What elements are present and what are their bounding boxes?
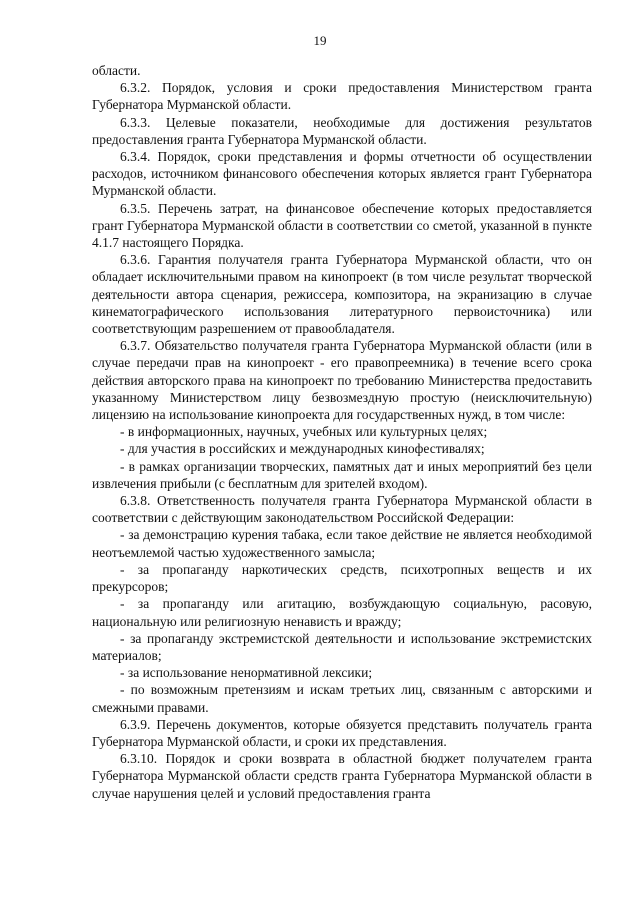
paragraph: 6.3.3. Целевые показатели, необходимые для достижения результатов предоставления гранта Губернатора Мурманской области. <box>92 114 592 147</box>
paragraph: 6.3.8. Ответственность получателя гранта Губернатора Мурманской области в соответствии с действующим законодательством Российской Федерации: <box>92 493 592 526</box>
paragraph: 6.3.4. Порядок, сроки представления и формы отчетности об осуществлении расходов, источником финансового обеспечения которых является грант Губернатора Мурманской области. <box>92 149 592 199</box>
paragraph: 6.3.9. Перечень документов, которые обязуется представить получатель гранта Губернатора Мурманской области, и сроки их представления. <box>92 716 592 749</box>
paragraph: - за использование ненормативной лексики; <box>120 665 373 681</box>
document-body <box>92 62 592 802</box>
paragraph: 6.3.10. Порядок и сроки возврата в областной бюджет получателем гранта Губернатора Мурманской области средств гранта Губернатора Мурманской области в случае нарушения целей и условий предоставления гранта <box>92 751 592 801</box>
paragraph: - за пропаганду экстремистской деятельности и использование экстремистских материалов; <box>92 630 592 663</box>
paragraph: 6.3.2. Порядок, условия и сроки предоставления Министерством гранта Губернатора Мурманской области. <box>92 80 592 113</box>
paragraph: - в информационных, научных, учебных или культурных целях; <box>120 424 488 440</box>
paragraph: - за пропаганду или агитацию, возбуждающую социальную, расовую, национальную или религиозную ненависть и вражду; <box>92 596 592 629</box>
paragraph: - за демонстрацию курения табака, если такое действие не является необходимой неотъемлемой частью художественного замысла; <box>92 527 592 560</box>
paragraph: 6.3.7. Обязательство получателя гранта Губернатора Мурманской области (или в случае передачи прав на кинопроект - его правопреемника) в течение всего срока действия авторского права на кинопроект по требованию Министерства предоставить указанному Министерством лицу безвозмездную простую (неисключительную) лицензию на использование кинопроекта для государственных нужд, в том числе: <box>92 338 592 423</box>
paragraph: - в рамках организации творческих, памятных дат и иных мероприятий без цели извлечения прибыли (с бесплатным для зрителей входом). <box>92 458 592 491</box>
page-number: 19 <box>313 33 327 48</box>
paragraph: - для участия в российских и международных кинофестивалях; <box>120 441 485 457</box>
paragraph: - за пропаганду наркотических средств, психотропных веществ и их прекурсоров; <box>92 561 592 595</box>
paragraph: - по возможным претензиям и искам третьих лиц, связанным с авторскими и смежными правами. <box>92 682 592 715</box>
paragraph: 6.3.5. Перечень затрат, на финансовое обеспечение которых предоставляется грант Губернатора Мурманской области в соответствии со сметой, указанной в пункте 4.1.7 настоящего Порядка. <box>92 200 592 251</box>
paragraph: 6.3.6. Гарантия получателя гранта Губернатора Мурманской области, что он обладает исключительными правом на кинопроект (в том числе результат творческой деятельности автора сценария, режиссера, композитора, на экранизацию в случае кинематографического использования литературного первоисточника) или соответствующим разрешением от правообладателя. <box>92 252 592 337</box>
paragraph: области. <box>92 63 141 78</box>
